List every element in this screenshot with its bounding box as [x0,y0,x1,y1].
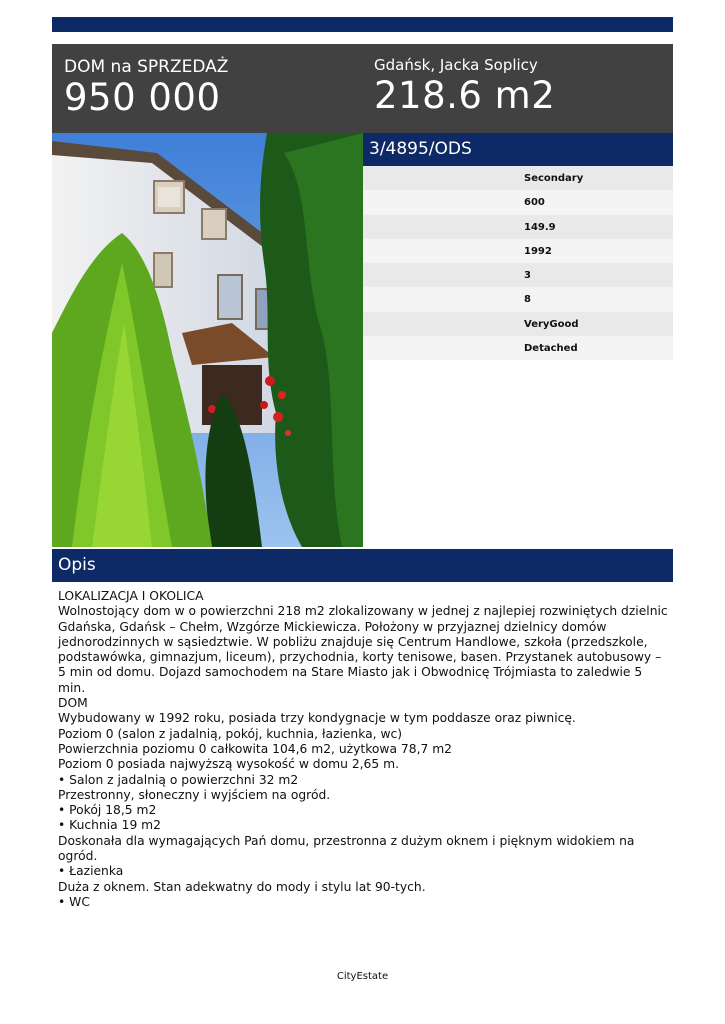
listing-area: 218.6 m2 [374,74,556,117]
description-line: • WC [58,894,90,909]
description-line: Poziom 0 (salon z jadalnią, pokój, kuchnia, łazienka, wc) [58,726,403,741]
detail-value: 3 [524,270,531,282]
description-line: Wybudowany w 1992 roku, posiada trzy kondygnacje w tym poddasze oraz piwnicę. [58,711,576,726]
listing-header [52,44,673,133]
detail-value: 8 [524,294,531,306]
detail-value: Detached [524,343,578,355]
description-line: Powierzchnia poziomu 0 całkowita 104,6 m2, użytkowa 78,7 m2 [58,741,453,756]
detail-row [363,263,673,287]
description-line: • Pokój 18,5 m2 [58,803,157,818]
detail-value: Secondary [524,173,584,184]
description-line: LOKALIZACJA I OKOLICA [58,589,204,603]
detail-value: 600 [524,197,545,209]
description-line: Przestronny, słoneczny i wyjściem na ogród. [58,787,331,802]
description-line: • Kuchnia 19 m2 [58,818,161,833]
description-line: Doskonała dla wymagających Pań domu, przestronna z dużym oknem i pięknym widokiem na ogród. [58,833,635,864]
description-line: • Łazienka [58,864,124,879]
description-line: • Salon z jadalnią o powierzchni 32 m2 [58,772,299,787]
reference-bar [363,133,673,166]
description-line: DOM [58,696,88,711]
listing-location: Gdańsk, Jacka Soplicy [374,56,538,74]
detail-row [363,239,673,263]
listing-type: DOM na SPRZEDAŻ [64,57,229,77]
reference-number: 3/4895/ODS [369,139,472,159]
detail-value: 149.9 [524,221,556,233]
top-accent-bar [52,17,673,32]
footer-brand: CityEstate [336,971,389,982]
description-line: Wolnostojący dom w o powierzchni 218 m2 zlokalizowany w jednej z najlepiej rozwiniętych dzielnic Gdańska, Gdańsk – Chełm, Wzgórze Mickiewicza. Położony w przyjaznej dzielnicy domów jednorodzinnych w sąsiedztwie. W pobliżu znajduje się Centrum Handlowe, szkoła (przedszkole, podstawówka, gimnazjum, liceum), przychodnia, korty tenisowe, basen. Przystanek autobusowy – 5 min od domu. Dojazd samochodem na Stare Miasto jak i Obwodnicę Trójmiasta to zaledwie 5 min. [58,604,668,695]
listing-price: 950 000 [64,76,221,119]
property-photo [52,133,363,547]
detail-row [363,190,673,214]
description-header [52,549,673,582]
detail-value: 1992 [524,245,552,257]
detail-row [363,287,673,311]
description-body [58,589,670,910]
detail-row [363,336,673,360]
description-title: Opis [58,555,96,575]
description-line: Poziom 0 posiada najwyższą wysokość w domu 2,65 m. [58,757,399,772]
detail-row [363,166,673,190]
detail-row [363,312,673,336]
description-line: Duża z oknem. Stan adekwatny do mody i stylu lat 90-tych. [58,879,426,894]
details-table [363,166,673,360]
detail-value: VeryGood [524,318,579,330]
detail-row [363,215,673,239]
